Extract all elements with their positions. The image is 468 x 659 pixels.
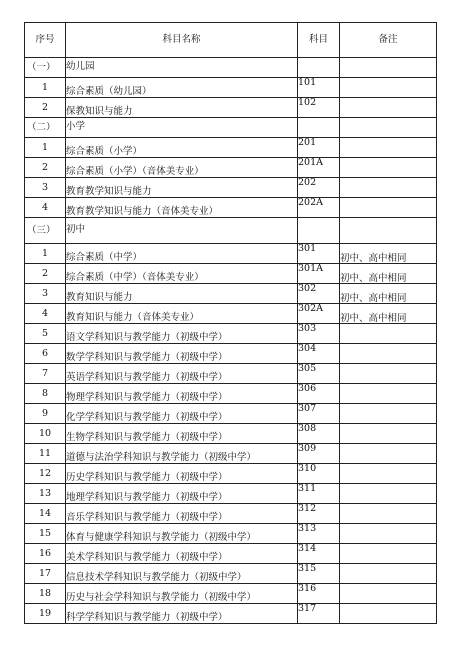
cell-seq xyxy=(25,544,66,564)
cell-seq-text: （一） xyxy=(27,61,56,73)
cell-seq-text: 6 xyxy=(41,347,49,359)
cell-remark xyxy=(340,444,437,464)
table-row xyxy=(25,78,437,98)
cell-subject-name-text: 综合素质（中学）（音体美专业） xyxy=(66,271,204,283)
cell-seq xyxy=(25,284,66,304)
cell-seq xyxy=(25,604,66,624)
cell-seq xyxy=(25,98,66,118)
cell-subject-code xyxy=(298,604,340,624)
cell-subject-code xyxy=(298,544,340,564)
cell-subject-code-text: 304 xyxy=(298,343,317,354)
cell-subject-code-text: 202A xyxy=(298,197,323,208)
cell-remark xyxy=(340,464,437,484)
cell-subject-name-text: 体育与健康学科知识与教学能力（初级中学） xyxy=(66,531,257,543)
cell-subject-code xyxy=(298,424,340,444)
cell-subject-code xyxy=(298,324,340,344)
cell-subject-name xyxy=(66,584,298,604)
cell-remark-text: 初中、高中相同 xyxy=(340,312,407,324)
cell-subject-name xyxy=(66,218,298,244)
cell-subject-code-text: 301A xyxy=(298,263,323,274)
cell-subject-code-text: 201 xyxy=(298,137,317,148)
cell-remark xyxy=(340,604,437,624)
cell-subject-name xyxy=(66,304,298,324)
cell-seq xyxy=(25,504,66,524)
table-row xyxy=(25,404,437,424)
table-row xyxy=(25,384,437,404)
cell-subject-name-text: 物理学科知识与教学能力（初级中学） xyxy=(66,391,228,403)
cell-seq xyxy=(25,58,66,78)
cell-seq-text: 7 xyxy=(41,367,49,379)
table-row xyxy=(25,138,437,158)
cell-remark xyxy=(340,404,437,424)
cell-seq-text: 12 xyxy=(38,467,52,479)
cell-subject-code-text: 102 xyxy=(298,97,317,108)
cell-subject-name xyxy=(66,78,298,98)
table-row xyxy=(25,464,437,484)
cell-seq-text: 13 xyxy=(38,487,52,499)
cell-subject-code-text: 305 xyxy=(298,363,317,374)
cell-seq xyxy=(25,344,66,364)
cell-subject-name-text: 美术学科知识与教学能力（初级中学） xyxy=(66,551,228,563)
cell-subject-code-text: 301 xyxy=(298,243,317,254)
cell-remark xyxy=(340,364,437,384)
table-row xyxy=(25,304,437,324)
cell-subject-code-text: 302A xyxy=(298,303,323,314)
cell-seq-text: 11 xyxy=(38,447,52,459)
cell-subject-code-text: 307 xyxy=(298,403,317,414)
cell-seq xyxy=(25,484,66,504)
cell-subject-code-text: 309 xyxy=(298,443,317,454)
cell-subject-name-text: 数学学科知识与教学能力（初级中学） xyxy=(66,351,228,363)
cell-subject-code-text: 316 xyxy=(298,583,317,594)
cell-subject-name-text: 音乐学科知识与教学能力（初级中学） xyxy=(66,511,228,523)
cell-seq-text: （三） xyxy=(27,224,56,236)
cell-subject-name xyxy=(66,178,298,198)
cell-seq xyxy=(25,324,66,344)
cell-subject-code xyxy=(298,138,340,158)
cell-subject-code-text: 315 xyxy=(298,563,317,574)
cell-remark xyxy=(340,384,437,404)
cell-seq-text: 2 xyxy=(41,161,49,173)
cell-subject-name-text: 生物学科知识与教学能力（初级中学） xyxy=(66,431,228,443)
cell-subject-code xyxy=(298,444,340,464)
table-header-row xyxy=(25,23,437,58)
cell-subject-code xyxy=(298,244,340,264)
cell-subject-code xyxy=(298,344,340,364)
cell-subject-name xyxy=(66,98,298,118)
section-row xyxy=(25,118,437,138)
cell-remark xyxy=(340,304,437,324)
cell-subject-name xyxy=(66,118,298,138)
cell-subject-name-text: 英语学科知识与教学能力（初级中学） xyxy=(66,371,228,383)
cell-remark xyxy=(340,264,437,284)
cell-subject-name-text: 科学学科知识与教学能力（初级中学） xyxy=(66,611,228,623)
cell-remark xyxy=(340,484,437,504)
cell-subject-code xyxy=(298,584,340,604)
table-body xyxy=(25,58,437,624)
cell-subject-name-text: 幼儿园 xyxy=(66,61,95,73)
cell-subject-code xyxy=(298,484,340,504)
cell-seq-text: 2 xyxy=(41,267,49,279)
cell-seq xyxy=(25,264,66,284)
cell-seq-text: 1 xyxy=(41,247,49,259)
cell-remark xyxy=(340,244,437,264)
table-row xyxy=(25,504,437,524)
cell-seq-text: 18 xyxy=(38,587,52,599)
cell-seq-text: 4 xyxy=(41,201,49,213)
cell-seq xyxy=(25,178,66,198)
cell-remark xyxy=(340,198,437,218)
cell-subject-name xyxy=(66,404,298,424)
cell-seq-text: 2 xyxy=(41,101,49,113)
cell-subject-code xyxy=(298,364,340,384)
cell-subject-name xyxy=(66,344,298,364)
table-row xyxy=(25,178,437,198)
cell-subject-code xyxy=(298,118,340,138)
cell-seq-text: 14 xyxy=(38,507,52,519)
cell-seq xyxy=(25,304,66,324)
cell-subject-name-text: 初中 xyxy=(66,224,86,236)
cell-subject-name xyxy=(66,158,298,178)
cell-seq xyxy=(25,158,66,178)
cell-seq xyxy=(25,244,66,264)
cell-subject-code-text: 306 xyxy=(298,383,317,394)
header-remarks: 备注 xyxy=(340,23,437,58)
cell-seq-text: 8 xyxy=(41,387,49,399)
table-row xyxy=(25,584,437,604)
table-row xyxy=(25,564,437,584)
cell-subject-code-text: 317 xyxy=(298,603,317,614)
cell-seq-text: 9 xyxy=(41,407,49,419)
cell-subject-name-text: 教育知识与能力 xyxy=(66,291,133,303)
cell-remark xyxy=(340,544,437,564)
cell-subject-name-text: 地理学科知识与教学能力（初级中学） xyxy=(66,491,228,503)
cell-subject-name-text: 信息技术学科知识与教学能力（初级中学） xyxy=(66,571,247,583)
table-row xyxy=(25,324,437,344)
cell-subject-code-text: 202 xyxy=(298,177,317,188)
cell-seq xyxy=(25,444,66,464)
cell-remark-text: 初中、高中相同 xyxy=(340,252,407,264)
cell-remark xyxy=(340,98,437,118)
cell-subject-code-text: 311 xyxy=(298,483,317,494)
cell-subject-name xyxy=(66,524,298,544)
cell-subject-code xyxy=(298,58,340,78)
table-row xyxy=(25,244,437,264)
cell-subject-name-text: 化学学科知识与教学能力（初级中学） xyxy=(66,411,228,423)
table-row xyxy=(25,364,437,384)
cell-subject-code-text: 308 xyxy=(298,423,317,434)
cell-subject-name-text: 综合素质（中学） xyxy=(66,251,143,263)
header-subject: 科目 xyxy=(298,23,340,58)
cell-seq-text: 17 xyxy=(38,567,52,579)
cell-subject-code-text: 303 xyxy=(298,323,317,334)
cell-subject-code xyxy=(298,464,340,484)
cell-remark xyxy=(340,324,437,344)
cell-seq xyxy=(25,464,66,484)
table-row xyxy=(25,344,437,364)
cell-remark xyxy=(340,344,437,364)
cell-subject-code-text: 312 xyxy=(298,503,317,514)
table-row xyxy=(25,158,437,178)
cell-subject-name xyxy=(66,384,298,404)
cell-remark xyxy=(340,584,437,604)
cell-subject-name-text: 教育教学知识与能力（音体美专业） xyxy=(66,205,219,217)
table-row xyxy=(25,524,437,544)
cell-remark xyxy=(340,524,437,544)
cell-remark xyxy=(340,218,437,244)
cell-seq xyxy=(25,424,66,444)
cell-subject-name xyxy=(66,264,298,284)
header-seq: 序号 xyxy=(25,23,66,58)
cell-subject-name xyxy=(66,564,298,584)
cell-seq-text: 16 xyxy=(38,547,52,559)
cell-seq-text: 10 xyxy=(38,427,52,439)
table-row xyxy=(25,98,437,118)
cell-subject-name-text: 历史学科知识与教学能力（初级中学） xyxy=(66,471,228,483)
cell-subject-code xyxy=(298,78,340,98)
table-row xyxy=(25,284,437,304)
cell-subject-name-text: 综合素质（幼儿园） xyxy=(66,85,152,97)
cell-subject-code xyxy=(298,178,340,198)
cell-seq xyxy=(25,218,66,244)
cell-subject-name-text: 小学 xyxy=(66,121,86,133)
cell-seq xyxy=(25,524,66,544)
cell-remark xyxy=(340,504,437,524)
cell-seq-text: 15 xyxy=(38,527,52,539)
cell-subject-name xyxy=(66,138,298,158)
cell-subject-code xyxy=(298,264,340,284)
cell-seq-text: 3 xyxy=(41,287,49,299)
cell-seq-text: 3 xyxy=(41,181,49,193)
table-row xyxy=(25,544,437,564)
cell-seq-text: 19 xyxy=(38,607,52,619)
cell-remark xyxy=(340,564,437,584)
cell-seq xyxy=(25,404,66,424)
cell-subject-name xyxy=(66,544,298,564)
table-row xyxy=(25,424,437,444)
cell-subject-name xyxy=(66,58,298,78)
cell-seq xyxy=(25,138,66,158)
cell-subject-name xyxy=(66,284,298,304)
cell-remark xyxy=(340,58,437,78)
cell-subject-name-text: 教育知识与能力（音体美专业） xyxy=(66,311,200,323)
cell-seq xyxy=(25,198,66,218)
cell-seq-text: 1 xyxy=(41,141,49,153)
cell-subject-name xyxy=(66,244,298,264)
cell-subject-name-text: 语文学科知识与教学能力（初级中学） xyxy=(66,331,228,343)
cell-subject-code xyxy=(298,504,340,524)
cell-remark xyxy=(340,138,437,158)
cell-subject-name-text: 保教知识与能力 xyxy=(66,105,133,117)
cell-subject-name xyxy=(66,324,298,344)
cell-subject-code xyxy=(298,98,340,118)
cell-subject-code xyxy=(298,384,340,404)
cell-subject-name-text: 综合素质（小学）（音体美专业） xyxy=(66,165,204,177)
cell-seq xyxy=(25,564,66,584)
cell-remark xyxy=(340,284,437,304)
table-row xyxy=(25,264,437,284)
cell-subject-name xyxy=(66,604,298,624)
cell-subject-code xyxy=(298,304,340,324)
cell-subject-code-text: 101 xyxy=(298,77,317,88)
cell-subject-code xyxy=(298,524,340,544)
cell-remark xyxy=(340,178,437,198)
cell-subject-name-text: 综合素质（小学） xyxy=(66,145,143,157)
cell-subject-code xyxy=(298,218,340,244)
cell-subject-name xyxy=(66,364,298,384)
cell-subject-code-text: 310 xyxy=(298,463,317,474)
cell-seq xyxy=(25,584,66,604)
cell-remark xyxy=(340,424,437,444)
cell-subject-code-text: 314 xyxy=(298,543,317,554)
cell-seq xyxy=(25,118,66,138)
cell-remark xyxy=(340,78,437,98)
table-row xyxy=(25,198,437,218)
cell-remark xyxy=(340,158,437,178)
cell-subject-name-text: 历史与社会学科知识与教学能力（初级中学） xyxy=(66,591,257,603)
cell-seq-text: 1 xyxy=(41,81,49,93)
cell-subject-name xyxy=(66,484,298,504)
cell-subject-name-text: 教育教学知识与能力 xyxy=(66,185,152,197)
cell-seq xyxy=(25,364,66,384)
cell-subject-name xyxy=(66,504,298,524)
table-row xyxy=(25,444,437,464)
header-subject-name: 科目名称 xyxy=(66,23,298,58)
table-row xyxy=(25,484,437,504)
cell-subject-name xyxy=(66,464,298,484)
table-row xyxy=(25,604,437,624)
cell-subject-name xyxy=(66,424,298,444)
cell-subject-code xyxy=(298,564,340,584)
cell-seq-text: 4 xyxy=(41,307,49,319)
cell-subject-name xyxy=(66,444,298,464)
cell-subject-code-text: 201A xyxy=(298,157,323,168)
cell-remark-text: 初中、高中相同 xyxy=(340,272,407,284)
cell-subject-code xyxy=(298,198,340,218)
cell-subject-code xyxy=(298,158,340,178)
cell-subject-code-text: 313 xyxy=(298,523,317,534)
section-row xyxy=(25,58,437,78)
cell-seq-text: 5 xyxy=(41,327,49,339)
cell-seq-text: （二） xyxy=(27,121,56,133)
cell-subject-name xyxy=(66,198,298,218)
section-row xyxy=(25,218,437,244)
cell-remark xyxy=(340,118,437,138)
cell-remark-text: 初中、高中相同 xyxy=(340,292,407,304)
cell-subject-code xyxy=(298,284,340,304)
cell-subject-code-text: 302 xyxy=(298,283,317,294)
cell-seq xyxy=(25,78,66,98)
cell-subject-name-text: 道德与法治学科知识与教学能力（初级中学） xyxy=(66,451,257,463)
cell-seq xyxy=(25,384,66,404)
exam-subject-table xyxy=(24,22,437,624)
cell-subject-code xyxy=(298,404,340,424)
